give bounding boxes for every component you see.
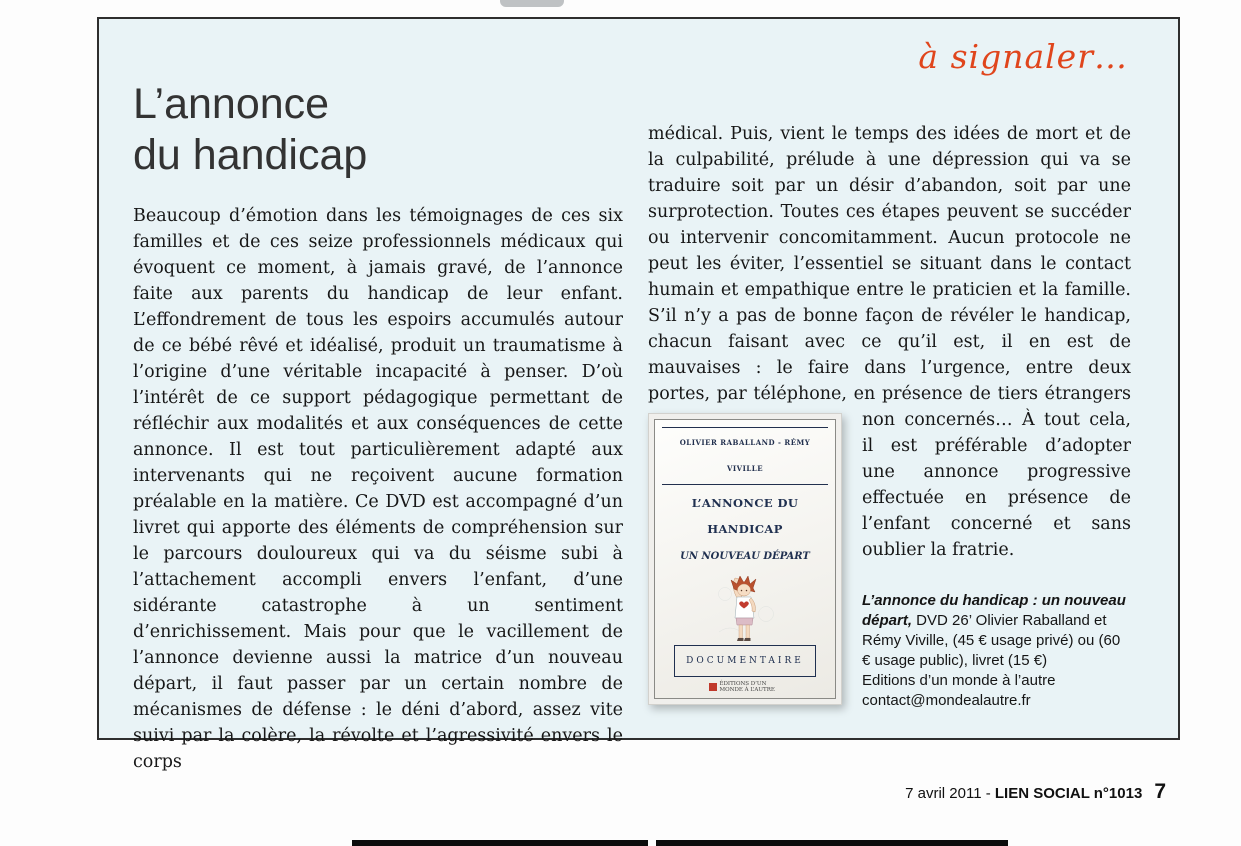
left-column (133, 79, 623, 775)
page-title-line2: du handicap (133, 131, 368, 179)
dvd-genre-label: DOCUMENTAIRE (674, 645, 817, 677)
dvd-subtitle-label: UN NOUVEAU DÉPART (680, 551, 810, 562)
caption-email: contact@mondealautre.fr (862, 692, 1031, 709)
article-text-left: Beaucoup d’émotion dans les témoignages de ces six familles et de ces seize professionnels médicaux qui évoquent ce moment, à jamais gravé, de l’annonce faite aux parents du handicap de leur enfant. L’effondrement de tous les espoirs accumulés autour de ce bébé rêvé et idéalisé, produit un traumatisme à l’origine d’une véritable incapacité à penser. D’où l’intérêt de ce support pédagogique permettant de réfléchir aux modalités et aux conséquences de cette annonce. Il est tout particulièrement adapté aux intervenants qui ne reçoivent aucune formation préalable en la matière. Ce DVD est accompagné d’un livret qui apporte des éléments de compréhension sur le parcours douloureux qui va du séisme subi à l’attachement accompli envers l’enfant, d’une sidérante catastrophe à un sentiment d’enrichissement. Mais pour que le vacillement de l’annonce devienne aussi la matrice d’un nouveau départ, il faut passer par un certain nombre de mécanismes de défense : le déni d’abord, assez vite suivi par la colère, la révolte et l’agressivité envers le corps (133, 206, 623, 772)
article-text-right-part1: médical. Puis, vient le temps des idées de mort et de la culpabilité, prélude à une dépression qui va se traduire soit par un désir d’abandon, soit par une surprotection. Toutes ces étapes peuvent se succéder ou intervenir concomitamment. Aucun protocole ne peut les éviter, l’essentiel se situant dans le contact humain et empathique entre le praticien et la famille. S’il n’y a pas de bonne façon de révéler le handicap, chacun faisant avec ce qu’il est, il en est de mauvaises : le faire dans l’urgence, entre deux portes, par téléphone, en présence de tiers étrangers non concernés… À tout (648, 124, 1131, 430)
caption-title: L’annonce du handicap : un nouveau départ, (862, 592, 1126, 629)
page-footer (0, 780, 1166, 804)
footer-page-number: 7 (1154, 780, 1166, 803)
dvd-publisher-label: ÉDITIONS D’UN MONDE À L’AUTRE (719, 681, 775, 693)
dvd-cover (654, 419, 836, 699)
caption-publisher: Editions d’un monde à l’autre (862, 672, 1056, 689)
dvd-title-label: L’ANNONCE DU HANDICAP (691, 496, 799, 536)
scan-artifact-top (500, 0, 564, 7)
right-column (648, 121, 1131, 711)
dvd-publisher-logo (709, 681, 782, 693)
page-title-line1: L’annonce (133, 80, 330, 128)
dvd-authors-label: OLIVIER RABALLAND - RÉMY VIVILLE (662, 427, 828, 485)
footer-journal: LIEN SOCIAL n°1013 (994, 785, 1143, 802)
publisher-logo-icon (709, 683, 717, 691)
article-panel (97, 17, 1180, 772)
footer-date: 7 avril 2011 - (905, 785, 995, 802)
page-title (133, 79, 623, 181)
article-text-right-part2: cela, il est préférable d’adopter une annonce progressive effectuée en présence de l’enfant concerné et sans oublier la fratrie. (862, 410, 1131, 560)
scan-artifact-bar (352, 840, 648, 846)
dvd-cover-photo (648, 413, 842, 705)
dvd-illustration (680, 572, 810, 642)
section-header: à signaler… (918, 37, 1128, 76)
caption-details: DVD 26’ Olivier Raballand et Rémy Viville, (45 € usage privé) ou (60 € usage public), livret (15 €) (862, 612, 1121, 669)
scan-artifact-bar (656, 840, 1008, 846)
